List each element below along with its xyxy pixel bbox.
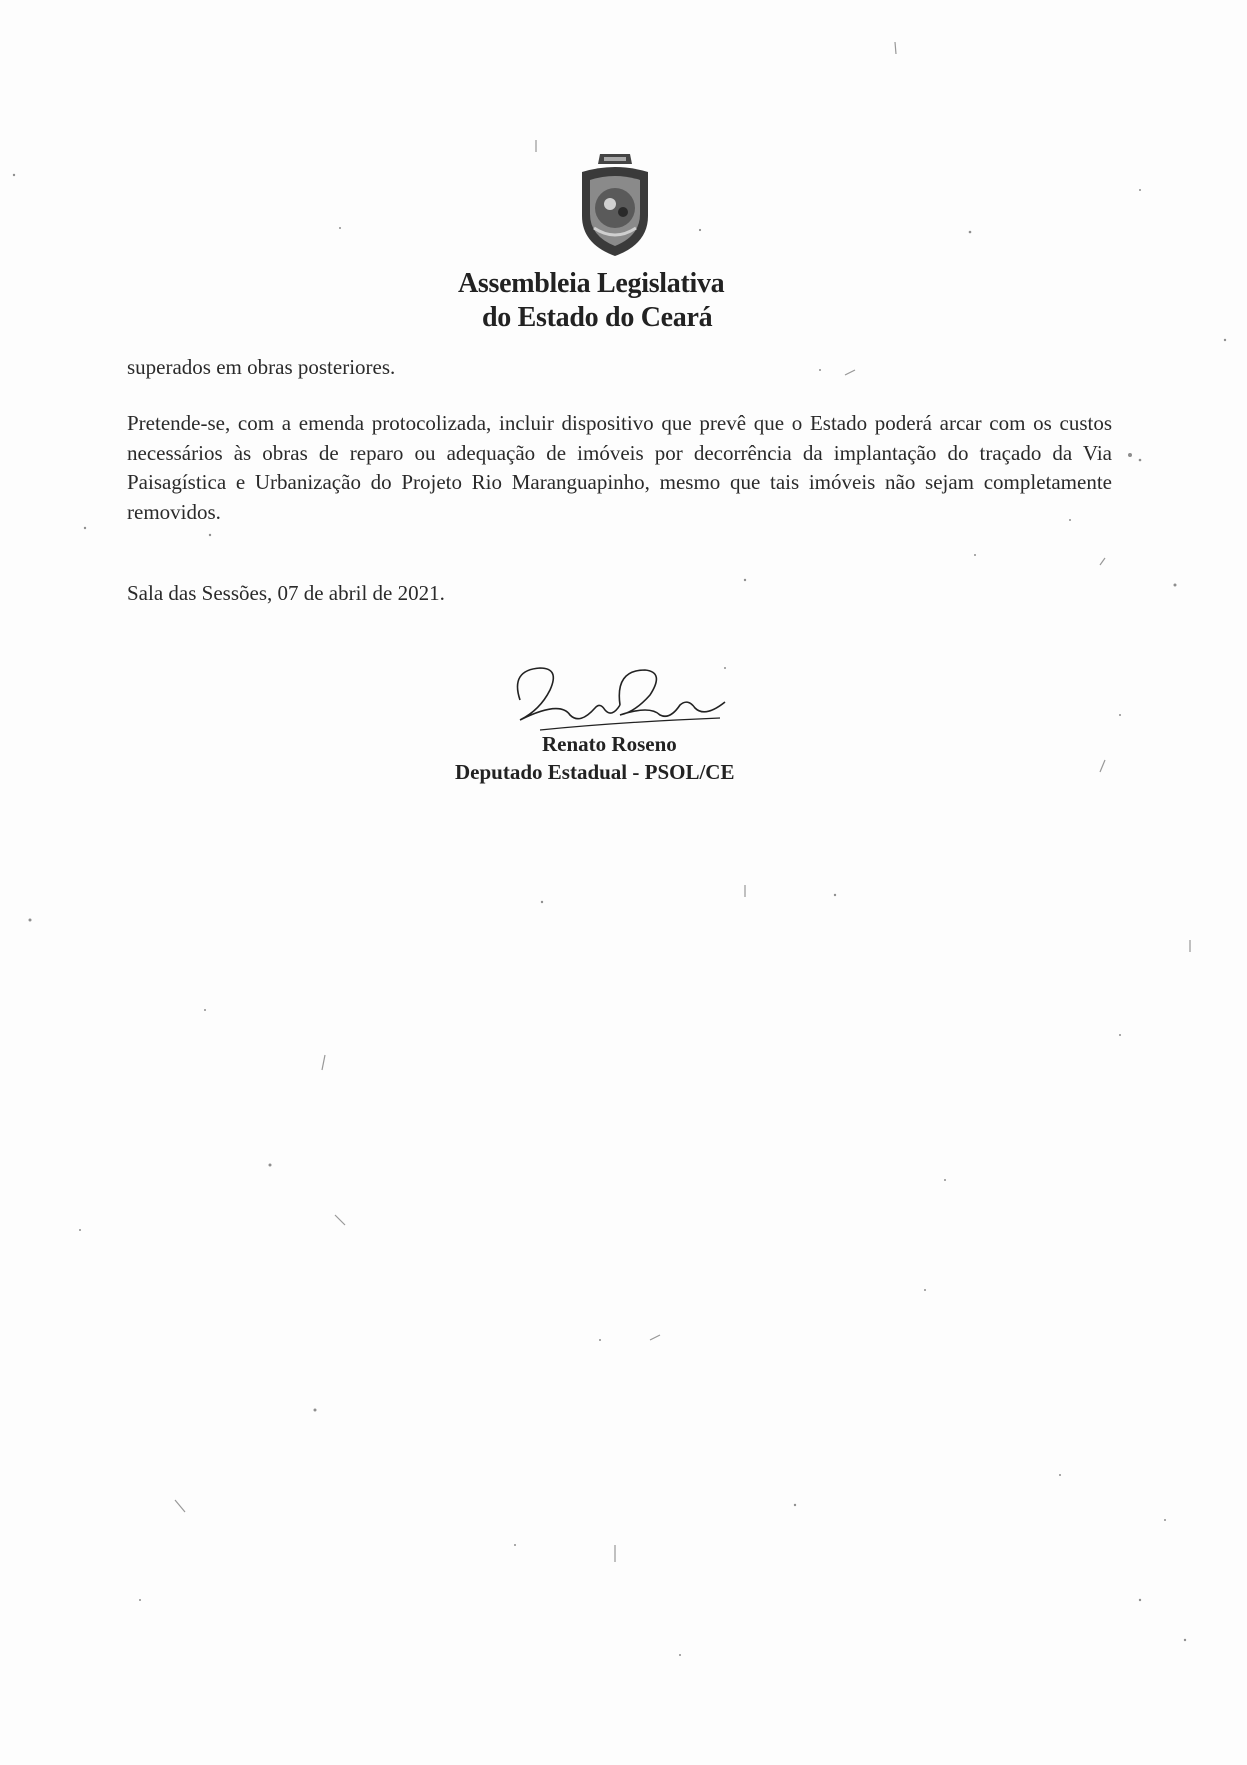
letterhead	[440, 150, 800, 333]
org-name-line-1: Assembleia Legislativa	[458, 268, 725, 299]
org-name-line-2: do Estado do Ceará	[482, 302, 713, 333]
coat-of-arms-icon	[570, 150, 660, 260]
signer-name: Renato Roseno	[542, 732, 677, 756]
date-line: Sala das Sessões, 07 de abril de 2021.	[127, 581, 445, 605]
continued-text: superados em obras posteriores.	[127, 355, 396, 379]
signer-role: Deputado Estadual - PSOL/CE	[455, 760, 735, 784]
main-paragraph: Pretende-se, com a emenda protocolizada, incluir dispositivo que prevê que o Estado poderá arcar com os custos necessários às obras de reparo ou adequação de imóveis por decorrência da implantação do traçado da Via Paisagística e Urbanização do Projeto Rio Maranguapinho, mesmo que tais imóveis não sejam completamente removidos.	[127, 411, 1112, 524]
signature-block	[450, 660, 790, 800]
